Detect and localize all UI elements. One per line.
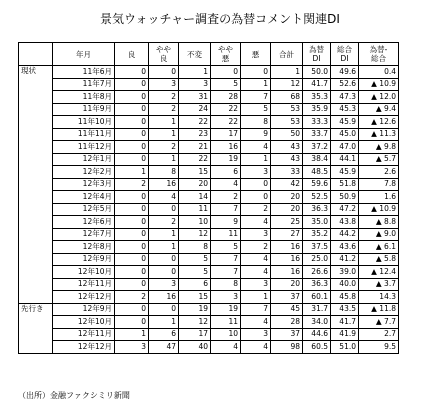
value-cell: 2 [211,191,241,204]
value-cell: 21 [179,141,211,154]
value-cell: 98 [271,341,303,354]
value-cell: 0 [115,216,149,229]
value-cell: 4 [241,341,271,354]
month-cell: 12年10月 [53,266,115,279]
section-label [19,203,53,216]
month-cell: 12年12月 [53,341,115,354]
value-cell: 2 [149,141,179,154]
value-cell: 1 [179,66,211,79]
value-cell: 1 [115,328,149,341]
month-cell: 12年9月 [53,253,115,266]
value-cell: 0 [115,241,149,254]
value-cell: ▲ 3.7 [359,278,399,291]
value-cell: 0 [115,116,149,129]
value-cell: 20 [271,278,303,291]
value-cell: 0 [115,66,149,79]
value-cell: 1 [115,166,149,179]
column-header: 為替 DI [303,43,331,66]
section-label [19,216,53,229]
column-header: やや 良 [149,43,179,66]
value-cell: 5 [211,241,241,254]
value-cell: 8 [179,241,211,254]
value-cell: 17 [211,128,241,141]
table-header [19,43,399,66]
month-cell: 12年3月 [53,178,115,191]
section-label [19,116,53,129]
month-cell: 12年8月 [53,241,115,254]
value-cell: 0 [241,191,271,204]
table-row [19,203,399,216]
value-cell: 2 [149,91,179,104]
table-row [19,341,399,354]
value-cell: 0 [115,153,149,166]
month-cell: 12年10月 [53,316,115,329]
value-cell: ▲ 8.8 [359,216,399,229]
value-cell: 6 [179,278,211,291]
value-cell: 9 [211,216,241,229]
table-row [19,128,399,141]
value-cell: 3 [115,341,149,354]
value-cell: 2.6 [359,166,399,179]
value-cell: 27 [271,228,303,241]
value-cell: 5 [179,266,211,279]
value-cell: 8 [241,116,271,129]
value-cell: 22 [179,116,211,129]
value-cell: 10 [211,328,241,341]
value-cell: 2 [149,103,179,116]
value-cell: 37.5 [303,241,331,254]
value-cell: 16 [271,266,303,279]
value-cell: 9 [241,128,271,141]
month-cell: 12年2月 [53,166,115,179]
column-header: やや 悪 [211,43,241,66]
value-cell: 3 [179,78,211,91]
value-cell: 16 [211,141,241,154]
value-cell: 0 [149,253,179,266]
value-cell: 3 [241,278,271,291]
value-cell: 14 [179,191,211,204]
value-cell: 47.0 [331,141,359,154]
value-cell: 43 [271,153,303,166]
value-cell: 41.7 [331,316,359,329]
section-label [19,166,53,179]
column-header: 合計 [271,43,303,66]
month-cell: 12年6月 [53,216,115,229]
value-cell: ▲ 6.1 [359,241,399,254]
value-cell: 0 [115,91,149,104]
section-label [19,228,53,241]
value-cell: 34.0 [303,316,331,329]
value-cell: 12 [271,78,303,91]
section-label [19,178,53,191]
value-cell: 36.3 [303,203,331,216]
column-header: 悪 [241,43,271,66]
section-outlook [19,303,399,353]
value-cell: 0 [115,278,149,291]
section-label [19,91,53,104]
value-cell: 25 [271,216,303,229]
value-cell: 16 [271,253,303,266]
value-cell: 37 [271,328,303,341]
value-cell: 39.0 [331,266,359,279]
table-row [19,241,399,254]
value-cell: 16 [271,241,303,254]
value-cell: 44.2 [331,228,359,241]
table-row [19,291,399,304]
value-cell: 4 [241,216,271,229]
table-row [19,78,399,91]
value-cell: 43.8 [331,216,359,229]
header-corner [19,43,53,66]
column-header: 不変 [179,43,211,66]
value-cell: 38.4 [303,153,331,166]
section-label [19,341,53,354]
value-cell: 11 [179,203,211,216]
value-cell: 47 [149,341,179,354]
value-cell: 2.7 [359,328,399,341]
month-cell: 12年5月 [53,203,115,216]
value-cell: 2 [115,291,149,304]
value-cell: 43.6 [331,241,359,254]
value-cell: 3 [241,166,271,179]
value-cell: 10 [179,216,211,229]
value-cell: 44.6 [303,328,331,341]
value-cell: 0 [241,66,271,79]
value-cell: 19 [179,303,211,316]
value-cell: 1 [149,228,179,241]
value-cell: 11 [211,228,241,241]
value-cell: 0 [115,266,149,279]
value-cell: 45.8 [331,291,359,304]
section-label [19,278,53,291]
section-label [19,78,53,91]
value-cell: 3 [149,278,179,291]
value-cell: 53 [271,103,303,116]
value-cell: 3 [149,78,179,91]
value-cell: 49.6 [331,66,359,79]
table-row [19,278,399,291]
value-cell: 33.3 [303,116,331,129]
value-cell: 14.3 [359,291,399,304]
section-label [19,191,53,204]
value-cell: 22 [179,153,211,166]
value-cell: 26.6 [303,266,331,279]
value-cell: 4 [241,253,271,266]
table-row [19,153,399,166]
section-label: 現状 [19,66,53,79]
value-cell: 22 [211,116,241,129]
value-cell: 50 [271,128,303,141]
table-row [19,228,399,241]
value-cell: 22 [211,103,241,116]
value-cell: 25.0 [303,253,331,266]
value-cell: 19 [211,153,241,166]
value-cell: 23 [179,128,211,141]
value-cell: ▲ 11.8 [359,303,399,316]
table-row [19,316,399,329]
value-cell: 0 [115,203,149,216]
section-label [19,291,53,304]
value-cell: ▲ 9.4 [359,103,399,116]
value-cell: 1 [149,116,179,129]
value-cell: 0 [149,203,179,216]
value-cell: 51.8 [331,178,359,191]
value-cell: 12 [179,228,211,241]
value-cell: 1 [149,316,179,329]
value-cell: 17 [179,328,211,341]
value-cell: 8 [211,278,241,291]
value-cell: 6 [149,328,179,341]
value-cell: 0 [241,178,271,191]
month-cell: 12年1月 [53,153,115,166]
value-cell: 19 [211,303,241,316]
value-cell: 20 [179,178,211,191]
value-cell: 45.0 [331,128,359,141]
month-cell: 11年6月 [53,66,115,79]
table-title: 景気ウォッチャー調査の為替コメント関連DI [100,12,340,26]
value-cell: 1 [241,291,271,304]
value-cell: ▲ 5.7 [359,153,399,166]
table-row [19,303,399,316]
column-header: 為替- 総合 [359,43,399,66]
value-cell: 4 [211,178,241,191]
month-cell: 12年7月 [53,228,115,241]
section-label [19,241,53,254]
value-cell: 51.0 [331,341,359,354]
value-cell: 7 [241,303,271,316]
di-table [18,42,399,354]
table-row [19,166,399,179]
month-cell: 12年11月 [53,328,115,341]
table-row [19,91,399,104]
value-cell: 4 [241,141,271,154]
value-cell: 36.3 [303,278,331,291]
month-cell: 12年12月 [53,291,115,304]
value-cell: 7 [211,266,241,279]
section-label [19,328,53,341]
section-label [19,103,53,116]
month-cell: 11年7月 [53,78,115,91]
value-cell: 28 [271,316,303,329]
value-cell: 28 [211,91,241,104]
value-cell: 5 [179,253,211,266]
value-cell: 41.9 [331,328,359,341]
value-cell: 2 [241,203,271,216]
value-cell: 24 [179,103,211,116]
source-note: （出所）金融ファクシミリ新聞 [18,391,130,400]
value-cell: 9.5 [359,341,399,354]
value-cell: 47.2 [331,203,359,216]
value-cell: 0 [149,303,179,316]
value-cell: 16 [149,178,179,191]
value-cell: 37.2 [303,141,331,154]
value-cell: 31.7 [303,303,331,316]
value-cell: ▲ 7.7 [359,316,399,329]
value-cell: 2 [241,241,271,254]
section-current [19,66,399,304]
table-row [19,103,399,116]
value-cell: 0 [115,253,149,266]
value-cell: 20 [271,203,303,216]
month-cell: 12年11月 [53,278,115,291]
value-cell: 59.6 [303,178,331,191]
table-row [19,66,399,79]
value-cell: 0.4 [359,66,399,79]
value-cell: 50.0 [303,66,331,79]
value-cell: 5 [241,103,271,116]
value-cell: 3 [241,328,271,341]
value-cell: 4 [211,341,241,354]
value-cell: 41.2 [331,253,359,266]
value-cell: 5 [211,78,241,91]
table-row [19,253,399,266]
value-cell: ▲ 9.0 [359,228,399,241]
value-cell: 7 [211,253,241,266]
month-cell: 12年4月 [53,191,115,204]
value-cell: 35.0 [303,216,331,229]
month-cell: 11年9月 [53,103,115,116]
value-cell: 4 [241,316,271,329]
table-row [19,216,399,229]
month-cell: 11年8月 [53,91,115,104]
value-cell: 60.1 [303,291,331,304]
value-cell: 7.8 [359,178,399,191]
value-cell: 6 [211,166,241,179]
table-row [19,141,399,154]
value-cell: 45 [271,303,303,316]
value-cell: 1 [241,78,271,91]
value-cell: 1 [149,241,179,254]
value-cell: 4 [241,266,271,279]
value-cell: 52.6 [331,78,359,91]
section-label [19,316,53,329]
value-cell: 0 [149,66,179,79]
value-cell: 2 [149,216,179,229]
value-cell: 52.5 [303,191,331,204]
value-cell: ▲ 11.3 [359,128,399,141]
table-row [19,178,399,191]
value-cell: 2 [115,178,149,191]
table-row [19,116,399,129]
table-row [19,191,399,204]
value-cell: 8 [149,166,179,179]
value-cell: ▲ 10.9 [359,203,399,216]
value-cell: 11 [211,316,241,329]
value-cell: 53 [271,116,303,129]
value-cell: 45.9 [331,116,359,129]
value-cell: 1 [241,153,271,166]
value-cell: 0 [115,303,149,316]
value-cell: 15 [179,291,211,304]
value-cell: 43 [271,141,303,154]
value-cell: 50.9 [331,191,359,204]
section-label: 先行き [19,303,53,316]
value-cell: 43.5 [331,303,359,316]
value-cell: 37 [271,291,303,304]
value-cell: 33.7 [303,128,331,141]
value-cell: 0 [115,228,149,241]
column-header: 年月 [53,43,115,66]
value-cell: 1 [149,153,179,166]
section-label [19,153,53,166]
value-cell: 44.1 [331,153,359,166]
value-cell: ▲ 9.8 [359,141,399,154]
value-cell: 35.9 [303,103,331,116]
value-cell: ▲ 10.9 [359,78,399,91]
value-cell: 16 [149,291,179,304]
value-cell: 33 [271,166,303,179]
value-cell: 60.5 [303,341,331,354]
value-cell: 1.6 [359,191,399,204]
value-cell: 7 [211,203,241,216]
value-cell: 45.3 [331,103,359,116]
value-cell: 12 [179,316,211,329]
value-cell: 68 [271,91,303,104]
value-cell: ▲ 12.6 [359,116,399,129]
column-header: 総合 DI [331,43,359,66]
column-header: 良 [115,43,149,66]
value-cell: ▲ 12.4 [359,266,399,279]
value-cell: 0 [115,191,149,204]
value-cell: 0 [115,141,149,154]
value-cell: 48.5 [303,166,331,179]
value-cell: 15 [179,166,211,179]
value-cell: 42 [271,178,303,191]
value-cell: 0 [115,78,149,91]
value-cell: ▲ 5.8 [359,253,399,266]
month-cell: 11年11月 [53,128,115,141]
section-label [19,141,53,154]
value-cell: 1 [149,128,179,141]
value-cell: 0 [115,128,149,141]
month-cell: 12年9月 [53,303,115,316]
value-cell: 7 [241,91,271,104]
value-cell: 45.9 [331,166,359,179]
value-cell: 1 [271,66,303,79]
section-label [19,266,53,279]
value-cell: 35.2 [303,228,331,241]
value-cell: 31 [179,91,211,104]
value-cell: 20 [271,191,303,204]
value-cell: 40 [179,341,211,354]
value-cell: 3 [211,291,241,304]
table-row [19,328,399,341]
month-cell: 11年10月 [53,116,115,129]
value-cell: 0 [115,103,149,116]
value-cell: 35.3 [303,91,331,104]
value-cell: 0 [211,66,241,79]
value-cell: 41.7 [303,78,331,91]
month-cell: 11年12月 [53,141,115,154]
table-row [19,266,399,279]
value-cell: ▲ 12.0 [359,91,399,104]
section-label [19,253,53,266]
value-cell: 3 [241,228,271,241]
value-cell: 0 [149,266,179,279]
value-cell: 47.3 [331,91,359,104]
value-cell: 0 [115,316,149,329]
value-cell: 40.0 [331,278,359,291]
section-label [19,128,53,141]
value-cell: 4 [149,191,179,204]
